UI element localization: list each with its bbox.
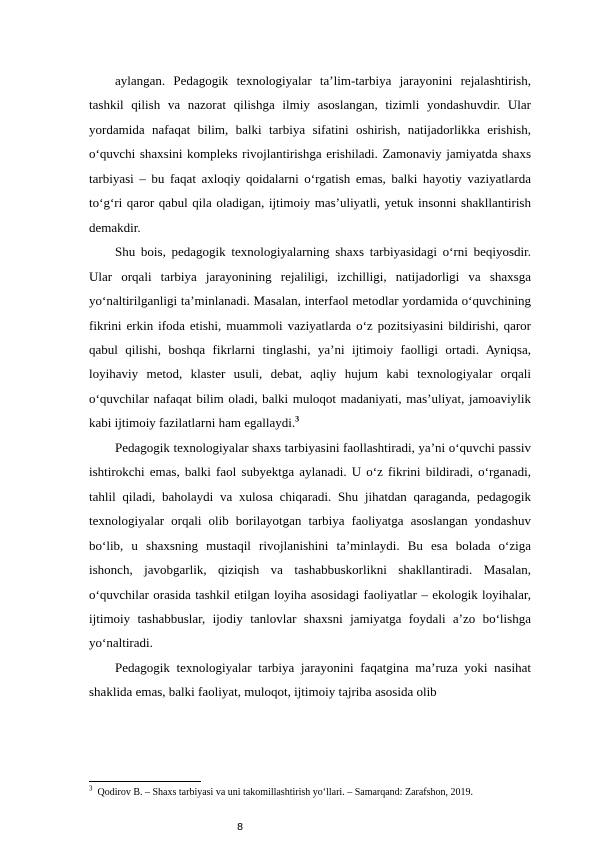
- body-text: [89, 69, 531, 705]
- paragraph-4: Pedagogik texnologiyalar tarbiya jarayonini faqatgina ma’ruza yoki nasihat shaklida emas, balki faoliyat, muloqot, ijtimoiy tajriba asosida olib: [89, 659, 531, 700]
- footnote-reference[interactable]: 3: [295, 415, 300, 425]
- footnote-number: 3: [89, 784, 93, 793]
- footnote-text: Qodirov B. – Shaxs tarbiyasi va uni takomillashtirish yo‘llari. – Samarqand: Zarafshon, 2019.: [97, 787, 473, 798]
- paragraph-3: Pedagogik texnologiyalar shaxs tarbiyasini faollashtiradi, ya’ni o‘quvchi passiv ishtirokchi emas, balki faol subyektga aylanadi. U o‘z fikrini bildiradi, o‘rganadi, tahlil qiladi, baholaydi va xulosa chiqaradi. Shu jihatdan qaraganda, pedagogik texnologiyalar orqali olib borilayotgan tarbiya faoliyatga asoslangan yondashuv bo‘lib, u shaxsning mustaqil rivojlanishini ta’minlaydi. Bu esa bolada o‘ziga ishonch, javobgarlik, qiziqish va tashabbuskorlikni shakllantiradi. Masalan, o‘quvchilar orasida tashkil etilgan loyiha asosidagi faoliyatlar – ekologik loyihalar, ijtimoiy tashabbuslar, ijodiy tanlovlar shaxsni jamiyatga foydali a’zo bo‘lishga yo‘naltiradi.: [89, 439, 531, 651]
- footnote: [89, 786, 549, 799]
- paragraph-2-text: Shu bois, pedagogik texnologiyalarning shaxs tarbiyasidagi o‘rni beqiyosdir. Ular orqali tarbiya jarayonining rejaliligi, izchilligi, natijadorligi va shaxsga yo‘naltirilganligi ta’minlanadi. Masalan, interfaol metodlar yordamida o‘quvchining fikrini erkin ifoda etishi, muammoli vaziyatlarda o‘z pozitsiyasini bildirishi, qaror qabul qilishi, boshqa fikrlarni tinglashi, ya’ni ijtimoiy faolligi ortadi. Ayniqsa, loyihaviy metod, klaster usuli, debat, aqliy hujum kabi texnologiyalar orqali o‘quvchilar nafaqat bilim oladi, balki muloqot madaniyati, mas’uliyat, jamoaviylik kabi ijtimoiy fazilatlarni ham egallaydi.: [89, 244, 531, 431]
- page-number: 8: [236, 822, 244, 833]
- paragraph-2: [89, 240, 531, 436]
- paragraph-1: aylangan. Pedagogik texnologiyalar ta’lim-tarbiya jarayonini rejalashtirish, tashkil qilish va nazorat qilishga ilmiy asoslangan, tizimli yondashuvdir. Ular yordamida nafaqat bilim, balki tarbiya sifatini oshirish, natijadorlikka erishish, o‘quvchi shaxsini kompleks rivojlantirishga erishiladi. Zamonaviy jamiyatda shaxs tarbiyasi – bu faqat axloqiy qoidalarni o‘rgatish emas, balki hayotiy vaziyatlarda to‘g‘ri qaror qabul qila oladigan, ijtimoiy mas’uliyatli, yetuk insonni shakllantirish demakdir.: [89, 73, 531, 235]
- footnote-separator: [89, 781, 201, 782]
